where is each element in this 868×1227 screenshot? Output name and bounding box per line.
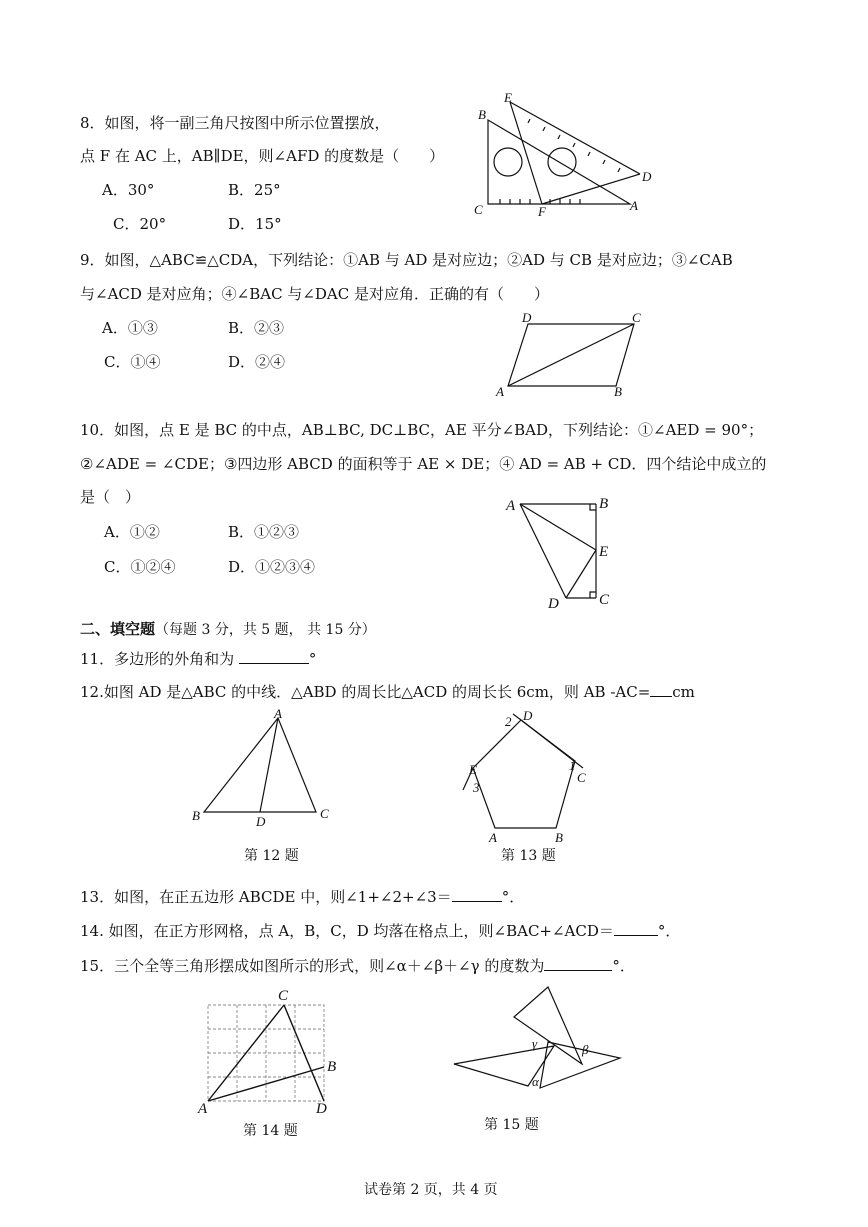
q15-label-alpha: α <box>532 1074 539 1089</box>
q13-line <box>80 886 524 907</box>
q15-text: 15．三个全等三角形摆成如图所示的形式，则∠α＋∠β＋∠γ 的度数为 <box>80 957 545 975</box>
q8-label-a: A <box>630 198 638 213</box>
q10-label-e: E <box>599 544 609 560</box>
q13-label-c: C <box>577 770 586 785</box>
q8-option-d: D．15° <box>228 215 282 233</box>
q8-line-fd <box>542 174 640 204</box>
q8-option-c: C．20° <box>113 215 167 233</box>
q15-triangle-left <box>454 1046 554 1086</box>
q15-suffix: °． <box>612 957 635 975</box>
q15-answer-blank[interactable] <box>544 955 612 971</box>
q11-text: 11．多边形的外角和为 <box>80 650 235 668</box>
q8-label-f: F <box>538 204 546 219</box>
q12-label-a: A <box>274 706 282 721</box>
q10-option-d: D．①②③④ <box>228 558 316 576</box>
q10-line1: 10．如图，点 E 是 BC 的中点，AB⊥BC, DC⊥BC，AE 平分∠BAD，下列结论：①∠AED = 90°； <box>80 421 764 439</box>
q8-option-a: A．30° <box>102 181 155 199</box>
q10-label-a: A <box>506 498 516 514</box>
section2-title: 二、填空题 <box>80 620 156 638</box>
q12-triangle-abc <box>204 718 316 812</box>
q10-option-b: B．①②③ <box>228 523 300 541</box>
q9-label-a: A <box>496 384 504 399</box>
q8-label-e: E <box>504 90 512 105</box>
q10-line2: ②∠ADE = ∠CDE；③四边形 ABCD 的面积等于 AE × DE；④ AD = AB + CD．四个结论中成立的 <box>80 455 767 473</box>
q13-pentagon <box>473 720 575 828</box>
q14-label-d: D <box>316 1101 327 1117</box>
q12-answer-blank[interactable] <box>650 681 672 697</box>
q10-option-c: C．①②④ <box>104 558 176 576</box>
q9-label-d: D <box>522 310 532 325</box>
q9-option-a: A．①③ <box>102 319 158 337</box>
q10-right-angle-b <box>590 504 596 510</box>
q9-line1: 9．如图，△ABC≌△CDA，下列结论：①AB 与 AD 是对应边；②AD 与 CB 是对应边；③∠CAB <box>80 251 733 269</box>
q10-label-c: C <box>599 592 610 608</box>
q15-figure <box>448 982 628 1102</box>
q8-triangle-abc <box>488 120 630 204</box>
q15-line <box>80 955 635 976</box>
q14-label-a: A <box>198 1101 208 1117</box>
q13-text: 13．如图，在正五边形 ABCDE 中，则∠1+∠2+∠3＝ <box>80 888 452 906</box>
q12-label-b: B <box>192 808 200 823</box>
q13-label-a: A <box>489 830 497 845</box>
q8-label-b: B <box>478 107 486 122</box>
section2-heading <box>80 619 376 640</box>
q8-circle-1 <box>494 148 522 176</box>
q12-text: 12.如图 AD 是△ABC 的中线．△ABD 的周长比△ACD 的周长长 6cm，则 AB -AC= <box>80 683 651 701</box>
q9-label-b: B <box>614 384 622 399</box>
q13-caption: 第 13 题 <box>501 848 556 864</box>
q9-option-c: C．①④ <box>104 353 161 371</box>
q14-answer-blank[interactable] <box>614 920 658 936</box>
q12-caption: 第 12 题 <box>244 848 299 864</box>
q9-figure <box>490 310 650 400</box>
q14-label-c: C <box>278 988 289 1004</box>
q13-label-e: E <box>469 762 477 777</box>
q8-label-d: D <box>642 169 652 184</box>
q13-figure <box>455 706 595 846</box>
q12-label-c: C <box>320 806 329 821</box>
q13-suffix: °． <box>501 888 525 906</box>
q8-figure <box>470 92 650 220</box>
q10-label-d: D <box>548 596 559 612</box>
q12-median-ad <box>260 718 278 812</box>
q8-line2: 点 F 在 AC 上，AB∥DE，则∠AFD 的度数是（ ） <box>80 147 445 165</box>
q8-line1: 8．如图，将一副三角尺按图中所示位置摆放， <box>80 114 390 132</box>
q14-figure <box>196 985 346 1115</box>
q12-suffix: cm <box>672 683 695 701</box>
q12-line <box>80 681 695 702</box>
q8-option-b: B．25° <box>228 181 281 199</box>
q13-label-1: 1 <box>569 758 576 773</box>
section2-note: （每题 3 分，共 5 题， 共 15 分） <box>155 622 376 638</box>
q10-option-a: A．①② <box>104 523 160 541</box>
q9-diagonal-ac <box>508 324 634 386</box>
q9-label-c: C <box>632 310 641 325</box>
page-footer: 试卷第 2 页，共 4 页 <box>364 1182 498 1198</box>
q10-line-de <box>566 550 596 598</box>
q15-triangle-top <box>514 987 582 1064</box>
q10-label-b: B <box>599 496 609 512</box>
q8-circle-2 <box>548 148 576 176</box>
q14-caption: 第 14 题 <box>243 1123 298 1139</box>
q13-answer-blank[interactable] <box>452 886 502 902</box>
q13-extension-d <box>513 714 521 720</box>
q13-label-b: B <box>555 830 563 845</box>
q14-label-b: B <box>327 1059 337 1075</box>
q10-line3: 是（ ） <box>80 488 141 506</box>
q9-line2: 与∠ACD 是对应角；④∠BAC 与∠DAC 是对应角．正确的有（ ） <box>80 285 550 303</box>
q15-label-gamma: γ <box>532 1036 538 1051</box>
q11-line <box>80 648 316 669</box>
q14-text: 14. 如图，在正方形网格，点 A，B，C，D 均落在格点上，则∠BAC+∠ACD＝ <box>80 922 614 940</box>
q14-line <box>80 920 680 941</box>
q15-label-beta: β <box>582 1042 589 1057</box>
q10-right-angle-c <box>590 592 596 598</box>
q13-label-2: 2 <box>505 714 512 729</box>
q9-option-b: B．②③ <box>228 319 285 337</box>
q9-option-d: D．②④ <box>228 353 286 371</box>
q15-caption: 第 15 题 <box>484 1117 539 1133</box>
q14-grid <box>208 1005 324 1101</box>
q12-label-d: D <box>256 814 266 829</box>
q11-answer-blank[interactable] <box>239 648 309 664</box>
q11-suffix: ° <box>308 650 317 668</box>
q13-label-d: D <box>523 708 533 723</box>
q8-label-c: C <box>474 202 483 217</box>
q14-suffix: °． <box>657 922 681 940</box>
q13-label-3: 3 <box>473 780 480 795</box>
q10-figure <box>500 490 630 615</box>
q12-figure <box>188 708 338 833</box>
